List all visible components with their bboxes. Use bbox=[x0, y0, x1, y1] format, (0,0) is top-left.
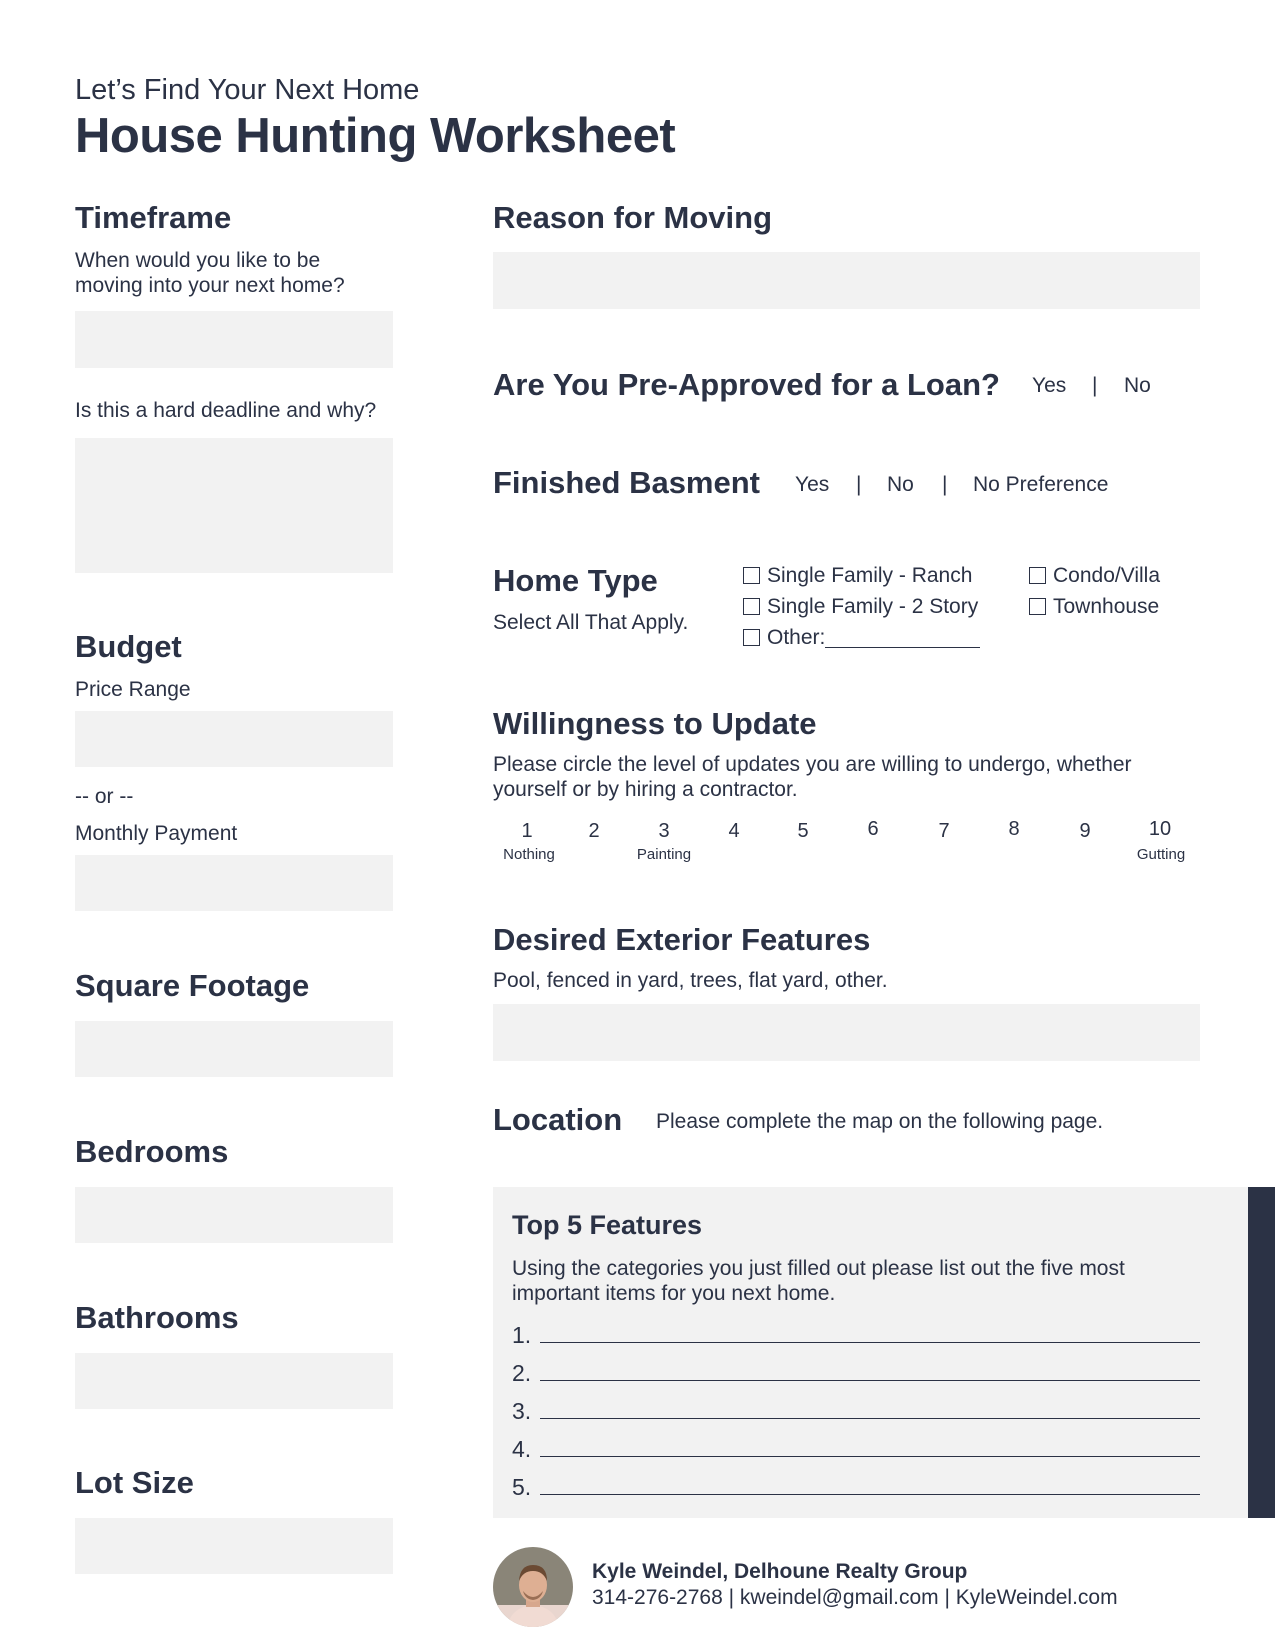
bathrooms-heading: Bathrooms bbox=[75, 1300, 239, 1335]
scale-number[interactable]: 8 bbox=[1008, 818, 1020, 840]
accent-bar bbox=[1248, 1187, 1275, 1518]
scale-number[interactable]: 6 bbox=[867, 818, 879, 840]
location-heading: Location bbox=[493, 1102, 623, 1137]
agent-contact: 314-276-2768 | kweindel@gmail.com | KyleWeindel.com bbox=[592, 1586, 1118, 1609]
agent-name: Kyle Weindel, Delhoune Realty Group bbox=[592, 1560, 968, 1583]
scale-number[interactable]: 10 bbox=[1148, 818, 1172, 840]
price-range-field[interactable] bbox=[75, 711, 393, 767]
blank-line[interactable] bbox=[540, 1456, 1200, 1457]
worksheet-title: House Hunting Worksheet bbox=[75, 109, 676, 163]
timeframe-question: When would you like to be moving into your next home? bbox=[75, 249, 345, 297]
exterior-field[interactable] bbox=[493, 1004, 1200, 1061]
home-type-options-left bbox=[743, 560, 980, 653]
worksheet-subtitle: Let’s Find Your Next Home bbox=[75, 74, 420, 106]
preapproved-no-option[interactable]: No bbox=[1124, 374, 1151, 397]
checkbox-icon[interactable] bbox=[1029, 567, 1046, 584]
bathrooms-field[interactable] bbox=[75, 1353, 393, 1409]
reason-field[interactable] bbox=[493, 252, 1200, 309]
scale-number[interactable]: 1 bbox=[521, 820, 533, 842]
home-type-condo[interactable]: Condo/Villa bbox=[1029, 560, 1160, 591]
basement-no-option[interactable]: No bbox=[887, 473, 914, 496]
top5-list bbox=[512, 1311, 1200, 1501]
top5-item[interactable]: 1. bbox=[512, 1311, 1200, 1349]
preapproved-yes-option[interactable]: Yes bbox=[1032, 374, 1067, 397]
other-blank-line[interactable] bbox=[825, 627, 980, 648]
timeframe-heading: Timeframe bbox=[75, 200, 232, 235]
scale-label-gutting: Gutting bbox=[1136, 846, 1186, 863]
budget-or: -- or -- bbox=[75, 785, 134, 808]
preapproved-heading: Are You Pre-Approved for a Loan? bbox=[493, 367, 1000, 402]
reason-heading: Reason for Moving bbox=[493, 200, 773, 235]
agent-avatar bbox=[493, 1547, 573, 1627]
basement-yes-option[interactable]: Yes bbox=[795, 473, 830, 496]
home-type-hint: Select All That Apply. bbox=[493, 611, 689, 634]
top5-item[interactable]: 5. bbox=[512, 1463, 1200, 1501]
budget-heading: Budget bbox=[75, 629, 182, 664]
bedrooms-heading: Bedrooms bbox=[75, 1134, 229, 1169]
lot-size-heading: Lot Size bbox=[75, 1465, 194, 1500]
home-type-options-right bbox=[1029, 560, 1160, 622]
checkbox-icon[interactable] bbox=[1029, 598, 1046, 615]
scale-number[interactable]: 2 bbox=[588, 820, 600, 842]
lot-size-field[interactable] bbox=[75, 1518, 393, 1574]
square-footage-heading: Square Footage bbox=[75, 968, 310, 1003]
home-type-ranch[interactable]: Single Family - Ranch bbox=[743, 560, 980, 591]
checkbox-icon[interactable] bbox=[743, 629, 760, 646]
exterior-description: Pool, fenced in yard, trees, flat yard, other. bbox=[493, 969, 888, 992]
option-separator: | bbox=[856, 473, 862, 496]
location-description: Please complete the map on the following page. bbox=[656, 1110, 1104, 1133]
blank-line[interactable] bbox=[540, 1494, 1200, 1495]
timeframe-field[interactable] bbox=[75, 311, 393, 368]
willingness-heading: Willingness to Update bbox=[493, 706, 817, 741]
basement-no-preference-option[interactable]: No Preference bbox=[973, 473, 1109, 496]
top5-item[interactable]: 2. bbox=[512, 1349, 1200, 1387]
blank-line[interactable] bbox=[540, 1342, 1200, 1343]
checkbox-icon[interactable] bbox=[743, 567, 760, 584]
scale-number[interactable]: 4 bbox=[728, 820, 740, 842]
monthly-payment-label: Monthly Payment bbox=[75, 822, 238, 845]
scale-number[interactable]: 9 bbox=[1079, 820, 1091, 842]
scale-number[interactable]: 3 bbox=[658, 820, 670, 842]
option-separator: | bbox=[942, 473, 948, 496]
price-range-label: Price Range bbox=[75, 678, 191, 701]
blank-line[interactable] bbox=[540, 1380, 1200, 1381]
bedrooms-field[interactable] bbox=[75, 1187, 393, 1243]
deadline-field[interactable] bbox=[75, 438, 393, 573]
scale-number[interactable]: 7 bbox=[938, 820, 950, 842]
monthly-payment-field[interactable] bbox=[75, 855, 393, 911]
top5-item[interactable]: 3. bbox=[512, 1387, 1200, 1425]
top5-item[interactable]: 4. bbox=[512, 1425, 1200, 1463]
top5-description: Using the categories you just filled out please list out the five most important items for you next home. bbox=[512, 1257, 1125, 1305]
blank-line[interactable] bbox=[540, 1418, 1200, 1419]
home-type-townhouse[interactable]: Townhouse bbox=[1029, 591, 1160, 622]
home-type-heading: Home Type bbox=[493, 563, 658, 598]
scale-number[interactable]: 5 bbox=[797, 820, 809, 842]
deadline-question: Is this a hard deadline and why? bbox=[75, 399, 377, 422]
basement-heading: Finished Basment bbox=[493, 465, 760, 500]
checkbox-icon[interactable] bbox=[743, 598, 760, 615]
willingness-description: Please circle the level of updates you are willing to undergo, whether yourself or by hiring a contractor. bbox=[493, 753, 1132, 801]
option-separator: | bbox=[1092, 374, 1098, 397]
square-footage-field[interactable] bbox=[75, 1021, 393, 1077]
exterior-heading: Desired Exterior Features bbox=[493, 922, 871, 957]
scale-label-nothing: Nothing bbox=[503, 846, 555, 863]
scale-label-painting: Painting bbox=[636, 846, 692, 863]
home-type-two-story[interactable]: Single Family - 2 Story bbox=[743, 591, 980, 622]
home-type-other[interactable]: Other: bbox=[743, 622, 980, 653]
top5-heading: Top 5 Features bbox=[512, 1210, 703, 1240]
